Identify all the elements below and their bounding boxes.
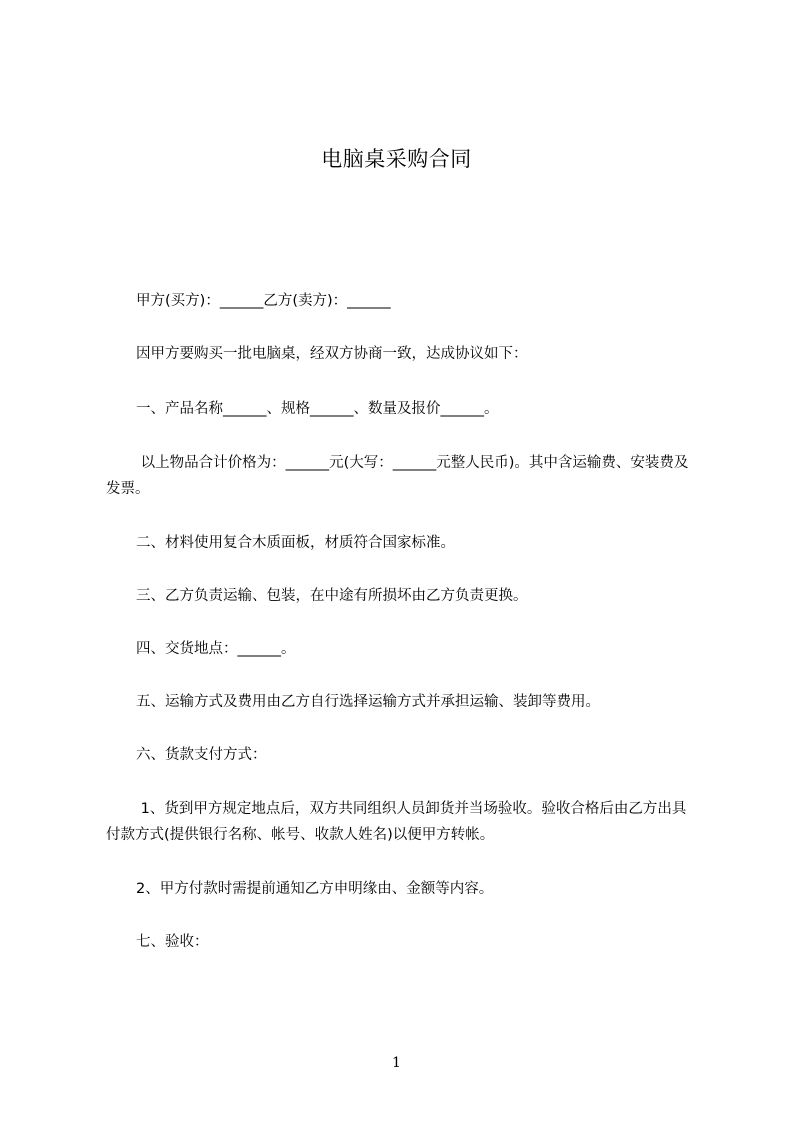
parties-line: 甲方(买方)：______乙方(卖方)：______ [136,293,391,309]
clause-5-shipping-cost: 五、运输方式及费用由乙方自行选择运输方式并承担运输、装卸等费用。 [136,694,600,710]
clause-6-item-2: 2、甲方付款时需提前通知乙方申明缘由、金额等内容。 [136,881,494,897]
document-title: 电脑桌采购合同 [321,147,472,171]
clause-6-payment-heading: 六、货款支付方式： [136,747,267,763]
clause-7-acceptance-heading: 七、验收： [136,934,209,950]
clause-3-transport: 三、乙方负责运输、包装，在中途有所损坏由乙方负责更换。 [136,588,528,604]
page-number: 1 [392,1055,401,1071]
preamble-paragraph: 因甲方要购买一批电脑桌，经双方协商一致，达成协议如下： [136,346,528,362]
clause-4-delivery-location: 四、交货地点：______。 [136,641,296,657]
clause-2-material: 二、材料使用复合木质面板，材质符合国家标准。 [136,535,455,551]
clause-6-item-1: 1、货到甲方规定地点后，双方共同组织人员卸货并当场验收。验收合格后由乙方出具付款方式(提供银行名称、帐号、收款人姓名)以便甲方转帐。 [106,801,687,843]
clause-1-product: 一、产品名称______、规格______、数量及报价______。 [136,401,499,417]
clause-1-price: 以上物品合计价格为：______元(大写：______元整人民币)。其中含运输费、安装费及发票。 [106,455,689,497]
